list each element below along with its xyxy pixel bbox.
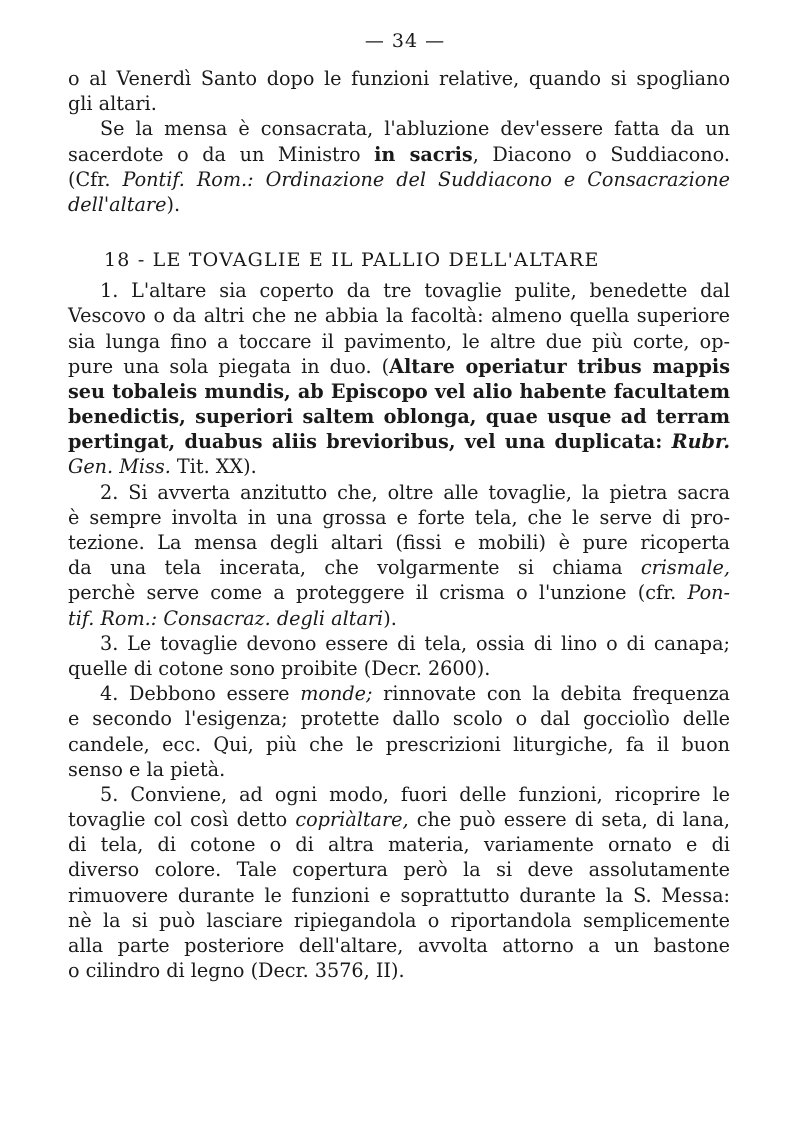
text-run-italic: monde; [300,682,373,706]
text-line: di tela, di cotone o di altra materia, variamente ornato e di [68,833,730,857]
text-run-italic: tif. Rom.: Consacraz. degli altari [68,606,384,630]
text-line [68,167,730,192]
text-run-italic: Pontif. Rom.: Ordinazione del Suddiacono e Consacrazione [122,167,730,191]
text-line [68,192,730,217]
text-line [68,580,730,605]
text-line [68,429,730,454]
text-line [68,142,730,167]
text-run: sacerdote o da un Ministro [68,142,375,166]
text-run: rinnovate con la debita frequenza [372,682,730,706]
text-run-bold: pertingat, duabus aliis brevioribus, vel una duplicata: [68,430,672,454]
text-line: senso e la pietà. [68,757,226,781]
text-line: candele, ecc. Qui, più che le prescrizioni liturgiche, fa il buon [68,732,730,756]
text-line: nè la si può lasciare ripiegandola o riportandola semplicemente [68,908,730,932]
text-run: tovaglie col così detto [68,808,296,832]
text-run-italic: dell'altare [68,192,167,216]
text-line: seu tobaleis mundis, ab Episcopo vel alio habente facultatem [68,379,730,403]
text-run: pure una sola piegata in duo. ( [68,354,390,378]
text-run: ). [166,192,181,216]
intro-paragraph [68,66,730,217]
text-line: 1. L'altare sia coperto da tre tovaglie pulite, benedette dal [100,279,730,303]
text-run-italic: Gen. Miss. [68,455,171,479]
text-run: Tit. XX). [170,455,257,479]
text-run-italic: crismale, [640,556,730,580]
text-line: quelle di cotone sono proibite (Decr. 2600). [68,656,491,680]
text-line: 2. Si avverta anzitutto che, oltre alle tovaglie, la pietra sacra [100,480,730,504]
text-run: perchè serve come a proteggere il crisma o l'unzione (cfr. [68,581,688,605]
text-line [68,606,730,631]
text-line [68,454,730,479]
text-line: rimuovere durante le funzioni e soprattutto durante la S. Messa: [68,883,730,907]
text-line: Se la mensa è consacrata, l'abluzione dev'essere fatta da un [100,117,730,141]
text-line: o al Venerdì Santo dopo le funzioni relative, quando si spogliano [68,67,730,90]
text-line: o cilindro di legno (Decr. 3576, II). [68,959,405,983]
text-run-italic: copriàltare, [295,808,409,832]
paragraph-5 [68,782,730,984]
text-run: 4. Debbono essere [100,682,301,706]
text-line: gli altari. [68,92,157,116]
text-run: , Diacono o Suddiacono. [472,142,730,166]
text-line: alla parte posteriore dell'altare, avvolta attorno a un bastone [68,934,730,957]
text-line: e secondo l'esigenza; protette dallo scolo o dal gocciolìo delle [68,707,730,731]
text-run: che può essere di seta, di lana, [408,808,730,832]
page [68,30,730,983]
text-line [68,681,730,706]
text-run-bold: in sacris [374,142,473,166]
text-line: Vescovo o da altri che ne abbia la facoltà: almeno quella superiore [68,304,730,328]
text-line [68,807,730,832]
text-run-bold: Altare operiatur tribus mappis [389,354,730,378]
text-line: benedictis, superiori saltem oblonga, quae usque ad terram [68,405,730,429]
text-run-italic: Rubr. [671,430,730,454]
section-title: 18 - LE TOVAGLIE E IL PALLIO DELL'ALTARE [104,249,600,272]
text-line [68,555,730,580]
text-line: è sempre involta in una grossa e forte tela, che le serve di pro- [68,505,730,529]
text-run: (Cfr. [68,167,123,191]
paragraph-3 [68,631,730,681]
text-run: da una tela incerata, che volgarmente si chiama [68,556,641,580]
paragraph-4 [68,681,730,782]
paragraph-1 [68,278,730,480]
text-run-italic: Pon- [687,581,730,605]
text-line: 5. Conviene, ad ogni modo, fuori delle funzioni, ricoprire le [100,782,730,806]
text-line: diverso colore. Tale copertura però la si deve assolutamente [68,858,730,882]
text-run: ). [383,606,397,630]
text-line: sia lunga fino a toccare il pavimento, le altre due più corte, op- [68,329,730,353]
paragraph-2 [68,480,730,631]
page-number: — 34 — [364,30,446,52]
text-line [68,354,730,379]
text-line: 3. Le tovaglie devono essere di tela, ossia di lino o di canapa; [100,631,730,655]
text-line: tezione. La mensa degli altari (fissi e mobili) è pure ricoperta [68,531,730,554]
